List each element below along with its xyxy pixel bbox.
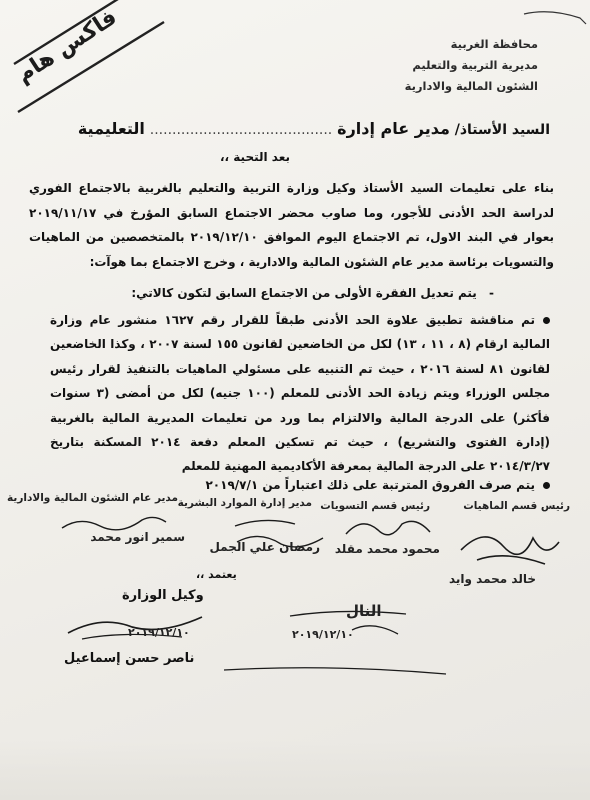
letterhead (338, 34, 538, 97)
approval-handwritten-note: النال (346, 602, 382, 620)
bullet-1-text: تم مناقشة تطبيق علاوة الحد الأدنى طبقاً للقرار رقم ١٦٢٧ منشور عام وزارة المالية ارقام (٨ ، ١١ ، ١٣) لكل من الخاضعين لقانون ١٥٥ لسنة ٢٠٠٧ ، وكذا الخاضعين لقانون ٨١ لسنة ٢٠١٦ ، حيث تم التنبيه على مسئولي الماهيات بالتنفيذ لقرار رئيس مجلس الوزراء ويتم زيادة الحد الأدنى للمعلم (١٠٠ جنيه) لكل من أمضى (٣ سنوات فأكثر) على الدرجة المالية والالتزام بما ورد من تعليمات المديرية المالية بالغربية (إدارة الفتوى والتشريع) ، حيث تم تسكين المعلم دفعة ٢٠١٤ المسكنة بتاريخ ٢٠١٤/٣/٢٧ على الدرجة المالية بمعرفة الأكاديمية المهنية للمعلم (50, 313, 551, 474)
deputy-minister-name: ناصر حسن إسماعيل (64, 651, 195, 666)
salaries-head-title: رئيس قسم الماهيات (463, 500, 570, 512)
letterhead-governorate: محافظة الغربية (450, 37, 538, 51)
fax-stamp-text: فاكس هام (12, 5, 122, 88)
bullet-item-1 (50, 308, 550, 479)
addressee-dots: ......................................... (149, 122, 333, 138)
approval-handwritten-date: ٢٠١٩/١٢/١٠ (292, 628, 354, 641)
body-text: بناء على تعليمات السيد الأستاذ وكيل وزارة التربية والتعليم بالغربية بالاجتماع الفوري لدراسة الحد الأدنى للأجور، وما صاوب محضر الاجتماع السابق المؤرخ في ٢٠١٩/١١/١٧ بعوار في البند الاول، تم الاجتماع اليوم الموافق ٢٠١٩/١٢/١٠ بالمتخصصين من الماهيات والتسويات برئاسة مدير عام الشئون المالية والادارية ، وخرج الاجتماع بما هوآت: (29, 181, 555, 269)
salaries-head-name: خالد محمد وايد (448, 572, 536, 586)
corner-mark (520, 6, 590, 30)
settlements-head-name: محمود محمد مقلد (334, 542, 440, 556)
settlements-head-title: رئيس قسم التسويات (320, 500, 430, 512)
body-paragraph (29, 176, 554, 274)
deputy-handwritten-date: ٢٠١٩/١٢/١٠ (128, 626, 190, 639)
intro-line (131, 286, 494, 300)
deputy-minister-title: وكيل الوزارة (122, 588, 204, 603)
addressee-line (30, 119, 550, 138)
intro-text: يتم تعديل الفقرة الأولى من الاجتماع السابق لتكون كالاتي: (131, 286, 477, 300)
bullet-2-text: يتم صرف الفروق المترتبة على ذلك اعتباراً من ٢٠١٩/٧/١ (205, 478, 535, 492)
addressee-prefix: السيد الأستاذ/ (454, 122, 550, 138)
hr-director-title: مدير إدارة الموارد البشرية (177, 497, 312, 509)
letterhead-department: الشئون المالية والادارية (404, 79, 538, 93)
approval-label: يعتمد ،، (196, 568, 237, 581)
addressee-title: مدير عام إدارة (337, 119, 450, 138)
letterhead-directorate: مديرية التربية والتعليم (412, 58, 538, 72)
bullet-item-2 (205, 478, 550, 492)
salaries-head-signature (455, 520, 565, 570)
paper-edge-shadow (0, 740, 590, 800)
deputy-minister-signature (62, 605, 212, 645)
bullet-dot-icon (543, 317, 550, 324)
dash-marker: - (489, 286, 494, 300)
bullet-dot-icon (543, 482, 550, 489)
settlements-head-signature (338, 512, 438, 546)
greeting: بعد التحية ،، (219, 150, 290, 164)
addressee-office: التعليمية (77, 119, 145, 138)
finance-director-title: مدير عام الشئون المالية والادارية (7, 492, 178, 504)
hr-director-name: رمضان علي الجمل (209, 540, 320, 554)
finance-director-name: سمير انور محمد (90, 530, 185, 544)
bottom-rule (220, 660, 450, 684)
